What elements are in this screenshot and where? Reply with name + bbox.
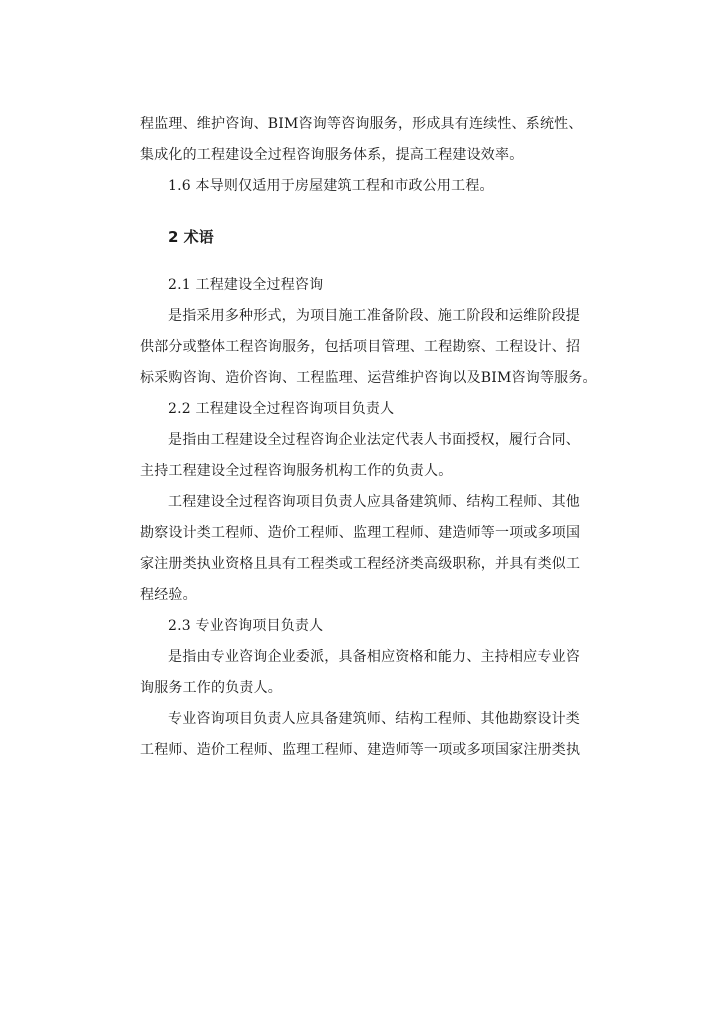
paragraph-line: 专业咨询项目负责人应具备建筑师、结构工程师、其他勘察设计类 [168, 711, 580, 727]
paragraph-line: 是指由专业咨询企业委派，具备相应资格和能力、主持相应专业咨 [168, 649, 580, 665]
section-heading-terms: 2 术语 [168, 228, 214, 246]
paragraph-line: 程经验。 [140, 587, 197, 603]
clause-1-6: 1.6 本导则仅适用于房屋建筑工程和市政公用工程。 [168, 178, 494, 194]
clause-2-1-title: 2.1 工程建设全过程咨询 [168, 277, 324, 293]
paragraph-line: 工程建设全过程咨询项目负责人应具备建筑师、结构工程师、其他 [168, 494, 580, 510]
paragraph-line: 勘察设计类工程师、造价工程师、监理工程师、建造师等一项或多项国 [140, 525, 581, 541]
paragraph-line: 供部分或整体工程咨询服务，包括项目管理、工程勘察、工程设计、招 [140, 339, 581, 355]
clause-2-2-title: 2.2 工程建设全过程咨询项目负责人 [168, 401, 395, 417]
paragraph-line: 家注册类执业资格且具有工程类或工程经济类高级职称，并具有类似工 [140, 556, 581, 572]
paragraph-line: 主持工程建设全过程咨询服务机构工作的负责人。 [140, 463, 453, 479]
paragraph-line: 询服务工作的负责人。 [140, 680, 282, 696]
paragraph-line: 标采购咨询、造价咨询、工程监理、运营维护咨询以及BIM咨询等服务。 [140, 370, 597, 386]
clause-2-3-title: 2.3 专业咨询项目负责人 [168, 618, 324, 634]
paragraph-line: 集成化的工程建设全过程咨询服务体系，提高工程建设效率。 [140, 147, 524, 163]
paragraph-line: 程监理、维护咨询、BIM咨询等咨询服务，形成具有连续性、系统性、 [140, 116, 583, 132]
paragraph-line: 是指由工程建设全过程咨询企业法定代表人书面授权，履行合同、 [168, 432, 580, 448]
paragraph-line: 是指采用多种形式，为项目施工准备阶段、施工阶段和运维阶段提 [168, 308, 580, 324]
paragraph-line: 工程师、造价工程师、监理工程师、建造师等一项或多项国家注册类执 [140, 742, 581, 758]
